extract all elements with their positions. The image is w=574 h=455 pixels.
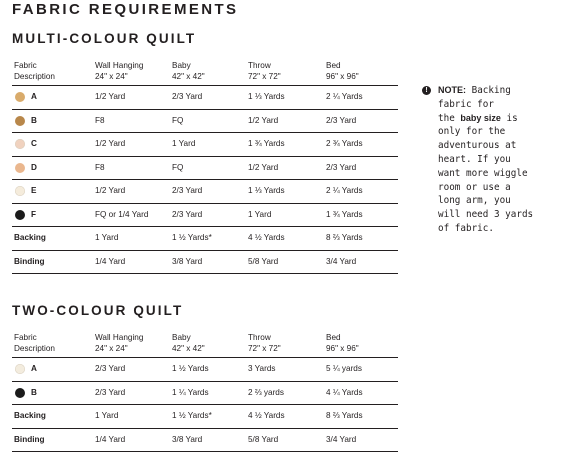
cell-baby: 2/3 Yard	[172, 209, 203, 219]
fabric-swatch-f	[15, 210, 25, 220]
cell-throw: 1 ⅓ Yards	[248, 92, 285, 101]
row-label: E	[31, 186, 37, 195]
table-row	[12, 85, 398, 110]
table-row	[12, 429, 398, 453]
cell-baby: 3/8 Yard	[172, 434, 203, 444]
row-label-binding: Binding	[14, 434, 45, 444]
header-baby: Baby 42" x 42"	[172, 333, 205, 353]
header-fabric-description: Fabric Description	[14, 333, 55, 353]
fabric-swatch-b	[15, 388, 25, 398]
cell-bed: 3/4 Yard	[326, 434, 357, 444]
header-wall-hanging: Wall Hanging 24" x 24"	[95, 61, 144, 81]
cell-throw: 2 ⅔ yards	[248, 387, 284, 397]
header-throw: Throw 72" x 72"	[248, 61, 281, 81]
row-label: D	[31, 162, 37, 172]
cell-baby: 1 ¼ Yards	[172, 387, 209, 397]
cell-wall-hanging: F8	[95, 115, 105, 125]
table-row	[12, 405, 398, 429]
header-throw: Throw 72" x 72"	[248, 333, 281, 353]
table-header	[12, 333, 398, 357]
row-label: B	[31, 115, 37, 125]
cell-bed: 2 ¼ Yards	[326, 186, 363, 195]
cell-baby: 2/3 Yard	[172, 92, 203, 101]
cell-bed: 2 ¼ Yards	[326, 92, 363, 101]
page-title: FABRIC REQUIREMENTS	[12, 1, 239, 18]
header-wall-hanging: Wall Hanging 24" x 24"	[95, 333, 144, 353]
cell-wall-hanging: 1 Yard	[95, 411, 119, 420]
fabric-swatch-d	[15, 163, 25, 173]
cell-baby: 2/3 Yard	[172, 186, 203, 195]
fabric-swatch-b	[15, 116, 25, 126]
cell-wall-hanging: 1/2 Yard	[95, 139, 126, 148]
cell-throw: 1 ¾ Yards	[248, 139, 285, 148]
note-label: NOTE:	[438, 85, 466, 95]
table-row	[12, 227, 398, 251]
cell-wall-hanging: 1/4 Yard	[95, 256, 126, 266]
table-header	[12, 61, 398, 85]
cell-baby: 1 ½ Yards*	[172, 411, 212, 420]
cell-throw: 1 Yard	[248, 209, 272, 219]
cell-wall-hanging: 1/2 Yard	[95, 92, 126, 101]
multi-colour-table	[12, 61, 398, 274]
cell-throw: 4 ½ Yards	[248, 233, 285, 242]
table-row	[12, 133, 398, 157]
cell-throw: 4 ½ Yards	[248, 411, 285, 420]
cell-baby: 1 ½ Yards	[172, 364, 209, 373]
cell-baby: 1 ½ Yards*	[172, 233, 212, 242]
cell-bed: 2 ¾ Yards	[326, 139, 363, 148]
table-row	[12, 180, 398, 204]
fabric-swatch-e	[15, 186, 25, 196]
two-colour-heading: TWO-COLOUR QUILT	[12, 303, 184, 318]
cell-wall-hanging: 1/2 Yard	[95, 186, 126, 195]
cell-baby: 1 Yard	[172, 139, 196, 148]
cell-bed: 8 ⅔ Yards	[326, 233, 363, 242]
cell-throw: 3 Yards	[248, 364, 276, 373]
row-label: B	[31, 387, 37, 397]
cell-wall-hanging: 2/3 Yard	[95, 387, 126, 397]
cell-bed: 4 ¼ Yards	[326, 387, 363, 397]
cell-throw: 5/8 Yard	[248, 256, 279, 266]
header-baby: Baby 42" x 42"	[172, 61, 205, 81]
cell-bed: 2/3 Yard	[326, 162, 357, 172]
header-bed: Bed 96" x 96"	[326, 333, 359, 353]
fabric-swatch-a	[15, 92, 25, 102]
header-bed: Bed 96" x 96"	[326, 61, 359, 81]
cell-throw: 5/8 Yard	[248, 434, 279, 444]
cell-throw: 1/2 Yard	[248, 115, 279, 125]
cell-wall-hanging: F8	[95, 162, 105, 172]
table-row	[12, 157, 398, 181]
row-label: F	[31, 209, 37, 219]
cell-wall-hanging: 2/3 Yard	[95, 364, 126, 373]
cell-bed: 1 ¾ Yards	[326, 209, 363, 219]
row-label: C	[31, 139, 37, 148]
cell-bed: 8 ⅔ Yards	[326, 411, 363, 420]
cell-baby: FQ	[172, 162, 184, 172]
multi-colour-heading: MULTI-COLOUR QUILT	[12, 31, 197, 46]
table-row	[12, 357, 398, 382]
cell-wall-hanging: 1 Yard	[95, 233, 119, 242]
fabric-swatch-a	[15, 364, 25, 374]
row-label-binding: Binding	[14, 256, 45, 266]
fabric-swatch-c	[15, 139, 25, 149]
table-row	[12, 382, 398, 406]
cell-bed: 3/4 Yard	[326, 256, 357, 266]
two-colour-table	[12, 333, 398, 452]
cell-baby: 3/8 Yard	[172, 256, 203, 266]
row-label-backing: Backing	[14, 411, 46, 420]
exclamation-icon: !	[422, 86, 431, 95]
row-label-backing: Backing	[14, 233, 46, 242]
cell-baby: FQ	[172, 115, 184, 125]
header-fabric-description: Fabric Description	[14, 61, 55, 81]
cell-bed: 5 ¼ yards	[326, 364, 362, 373]
cell-wall-hanging: FQ or 1/4 Yard	[95, 209, 149, 219]
table-row	[12, 204, 398, 228]
row-label: A	[31, 364, 37, 373]
cell-wall-hanging: 1/4 Yard	[95, 434, 126, 444]
cell-throw: 1/2 Yard	[248, 162, 279, 172]
table-row	[12, 251, 398, 275]
cell-bed: 2/3 Yard	[326, 115, 357, 125]
note-callout: ! NOTE: Backing fabric for the baby size is only for the adventurous at heart. If you want more wiggle room or use a long arm, you will need 3 yards of fabric.	[424, 84, 564, 236]
table-row	[12, 110, 398, 134]
cell-throw: 1 ⅓ Yards	[248, 186, 285, 195]
row-label: A	[31, 92, 37, 101]
